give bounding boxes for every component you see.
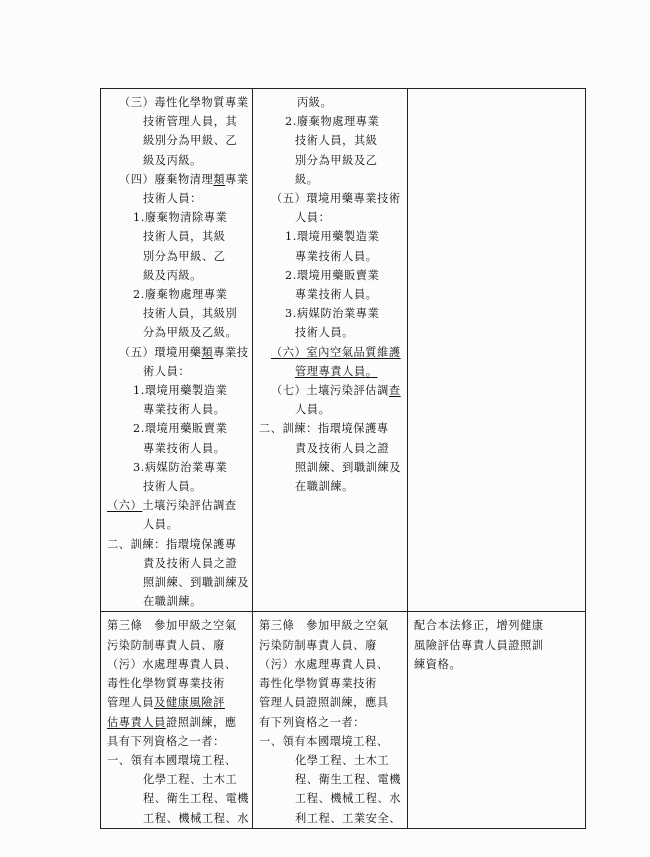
text-line: [257, 381, 403, 400]
text-line: 利工程、工業安全、: [295, 811, 402, 825]
underlined-amendment: 管理專責人員。: [295, 364, 378, 378]
text-line: [105, 713, 248, 732]
text-segment: 證照訓練，應: [165, 715, 237, 729]
text-line: （三）毒性化學物質專業: [119, 96, 249, 109]
underlined-amendment: 類: [201, 345, 214, 359]
text-line: 級別分為甲級、乙: [143, 134, 238, 148]
text-line: 丙級。: [297, 96, 333, 109]
text-line: 污染防制專責人員、廢: [107, 638, 225, 652]
text-line: 別分為甲級及乙: [295, 153, 378, 167]
text-line: 二、訓練：指環境保護專: [259, 422, 389, 436]
text-line: 技術人員，其級: [295, 134, 378, 148]
text-line: 2.環境用藥販賣業: [133, 422, 228, 436]
text-line: 專業技術人員。: [295, 288, 378, 302]
text-line: 技術人員，其級: [143, 230, 226, 244]
text-line: 風險評估專責人員證照訓: [414, 638, 544, 652]
text-segment: 專業技: [213, 345, 249, 359]
text-line: 管理人員證照訓練，應具: [259, 696, 389, 710]
text-segment: （五）環境用藥: [119, 345, 202, 359]
text-line: 人員。: [143, 518, 179, 532]
amended-text-cell: [101, 89, 253, 612]
text-line: [105, 496, 248, 515]
text-line: 級及丙級。: [143, 153, 202, 167]
text-segment: 土壤污染評估調查: [142, 499, 237, 513]
text-line: 1.廢棄物清除專業: [133, 211, 228, 225]
text-line: 照訓練、到職訓練及: [143, 576, 250, 590]
text-line: 具有下列資格之一者：: [107, 734, 225, 748]
text-line: 技術人員：: [143, 192, 202, 206]
text-line: 2.廢棄物處理專業: [133, 288, 228, 302]
underlined-amendment: （六）: [107, 499, 143, 513]
text-line: 術人員：: [143, 364, 191, 378]
text-line: 毒性化學物質專業技術: [259, 677, 377, 691]
text-line: （污）水處理專責人員、: [107, 657, 237, 671]
underlined-amendment: （六）室內空氣品質維護: [271, 345, 401, 359]
text-line: 程、衛生工程、電機: [295, 773, 402, 787]
text-line: 二、訓練：指環境保護專: [107, 537, 237, 551]
text-line: 第三條 參加甲級之空氣: [107, 619, 237, 633]
text-line: 污染防制專責人員、廢: [259, 638, 377, 652]
text-line: 分為甲級及乙級。: [143, 326, 238, 340]
text-line: 專業技術人員。: [143, 441, 226, 455]
amended-article-3-cell: [101, 612, 253, 828]
text-line: 一、領有本國環境工程、: [259, 734, 389, 748]
text-line: 化學工程、土木工: [143, 773, 238, 787]
text-line: 1.環境用藥製造業: [133, 384, 228, 398]
underlined-amendment: 估專責人員: [107, 715, 166, 729]
underlined-amendment: 類: [213, 172, 226, 186]
text-line: 毒性化學物質專業技術: [107, 677, 225, 691]
text-line: 責及技術人員之證: [143, 556, 238, 570]
text-line: 3.病媒防治業專業: [285, 307, 380, 321]
text-line: 責及技術人員之證: [295, 441, 390, 455]
text-line: 人員。: [295, 403, 331, 417]
explanation-article-3-cell: [408, 612, 586, 828]
table-row: [101, 612, 586, 828]
text-segment: （四）廢棄物清理: [119, 172, 214, 186]
text-line: （五）環境用藥專業技術: [271, 192, 401, 206]
text-line: [105, 170, 248, 189]
text-line: 3.病媒防治業專業: [133, 460, 228, 474]
text-line: [257, 362, 403, 381]
text-line: 技術人員，其級別: [143, 307, 238, 321]
text-segment: 管理人員: [107, 696, 155, 710]
current-article-3-cell: [253, 612, 408, 828]
table-row: [101, 89, 586, 612]
underlined-amendment: 查: [388, 384, 401, 398]
text-line: 技術管理人員，其: [143, 115, 238, 129]
text-line: [257, 343, 403, 362]
current-text-cell: [253, 89, 408, 612]
text-line: 配合本法修正，增列健康: [414, 619, 544, 633]
text-line: [105, 343, 248, 362]
text-line: 級。: [295, 172, 319, 186]
text-line: 專業技術人員。: [143, 403, 226, 417]
text-segment: 專業: [225, 172, 249, 186]
text-line: 人員：: [295, 211, 331, 225]
text-line: 一、領有本國環境工程、: [107, 753, 237, 767]
text-line: 工程、機械工程、水: [143, 811, 250, 825]
text-line: （污）水處理專責人員、: [259, 657, 389, 671]
text-line: 別分為甲級、乙: [143, 249, 226, 263]
text-line: 技術人員。: [143, 480, 202, 494]
amendment-comparison-table: [100, 88, 586, 829]
text-line: 2.環境用藥販賣業: [285, 268, 380, 282]
text-line: 有下列資格之一者：: [259, 715, 366, 729]
text-line: 第三條 參加甲級之空氣: [259, 619, 389, 633]
text-line: 練資格。: [414, 657, 462, 671]
text-line: [105, 693, 248, 712]
text-line: 級及丙級。: [143, 268, 202, 282]
text-line: 工程、機械工程、水: [295, 792, 402, 806]
text-line: 化學工程、土木工: [295, 753, 390, 767]
text-line: 專業技術人員。: [295, 249, 378, 263]
text-segment: （七）土壤污染評估調: [271, 384, 389, 398]
explanation-cell: [408, 89, 586, 612]
underlined-amendment: 及健康風險評: [154, 696, 225, 710]
text-line: 在職訓練。: [143, 595, 202, 609]
text-line: 1.環境用藥製造業: [285, 230, 380, 244]
text-line: 2.廢棄物處理專業: [285, 115, 380, 129]
text-line: 照訓練、到職訓練及: [295, 460, 402, 474]
text-line: 在職訓練。: [295, 480, 354, 494]
text-line: 技術人員。: [295, 326, 354, 340]
text-line: 程、衛生工程、電機: [143, 792, 250, 806]
